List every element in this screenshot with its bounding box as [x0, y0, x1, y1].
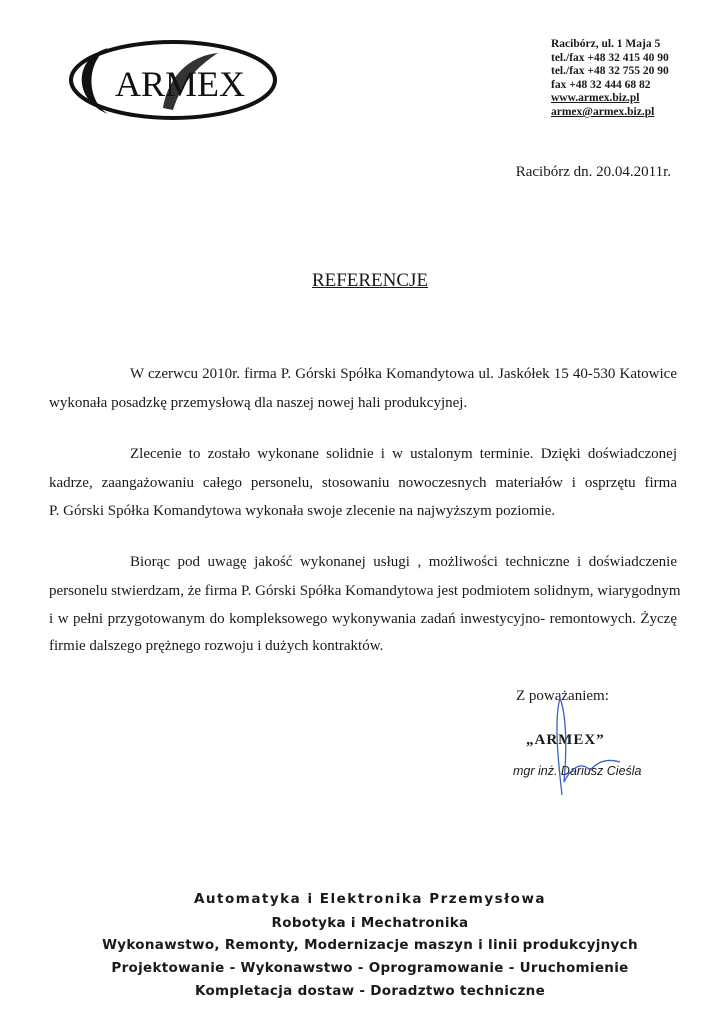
footer-line: Wykonawstwo, Remonty, Modernizacje maszyn i linii produkcyjnych	[102, 937, 638, 953]
contact-line: Racibórz, ul. 1 Maja 5	[551, 38, 661, 50]
email-link[interactable]: armex@armex.biz.pl	[551, 105, 655, 118]
letter-date: Racibórz dn. 20.04.2011r.	[515, 164, 671, 180]
contact-block	[551, 38, 669, 120]
document-title: REFERENCJE	[311, 270, 429, 291]
contact-line: fax +48 32 444 68 82	[551, 78, 651, 91]
paragraph-line: Biorąc pod uwagę jakość wykonanej usługi , możliwości techniczne i doświadczenie	[130, 554, 677, 570]
footer-line: Projektowanie - Wykonawstwo - Oprogramowanie - Uruchomienie	[111, 960, 629, 976]
closing-text: Z poważaniem:	[516, 688, 609, 704]
footer-line: Automatyka i Elektronika Przemysłowa	[193, 891, 547, 907]
paragraph-line: personelu stwierdzam, że firma P. Górski Spółka Komandytowa jest podmiotem solidnym, wiarygodnym	[49, 583, 681, 599]
svg-text:ARMEX: ARMEX	[114, 64, 246, 104]
paragraph-line: firmie dalszego prężnego rozwoju i dużych kontraktów.	[49, 638, 384, 654]
paragraph-line: P. Górski Spółka Komandytowa wykonała swoje zlecenie na najwyższym poziomie.	[49, 503, 556, 519]
paragraph-line: kadrze, zaangażowaniu całego personelu, stosowaniu nowoczesnych materiałów i osprzętu firma	[49, 475, 677, 491]
paragraph-line: wykonała posadzkę przemysłową dla naszej nowej hali produkcyjnej.	[49, 395, 468, 411]
signer-name: mgr inż. Dariusz Cieśla	[513, 764, 642, 778]
armex-logo	[68, 38, 278, 123]
contact-line: tel./fax +48 32 415 40 90	[551, 51, 669, 64]
paragraph-line: W czerwcu 2010r. firma P. Górski Spółka Komandytowa ul. Jaskółek 15 40-530 Katowice	[130, 366, 677, 382]
paragraph-line: i w pełni przygotowanym do kompleksowego wykonywania zadań inwestycyjno- remontowych. Życzę	[49, 611, 677, 627]
footer-line: Robotyka i Mechatronika	[271, 915, 469, 931]
contact-line: tel./fax +48 32 755 20 90	[551, 65, 669, 78]
handwritten-signature-icon	[540, 690, 630, 800]
paragraph-line: Zlecenie to zostało wykonane solidnie i w ustalonym terminie. Dzięki doświadczonej	[130, 446, 677, 462]
website-link[interactable]: www.armex.biz.pl	[551, 92, 640, 105]
company-signature: „ARMEX”	[526, 732, 605, 748]
footer-line: Kompletacja dostaw - Doradztwo techniczne	[194, 983, 546, 999]
